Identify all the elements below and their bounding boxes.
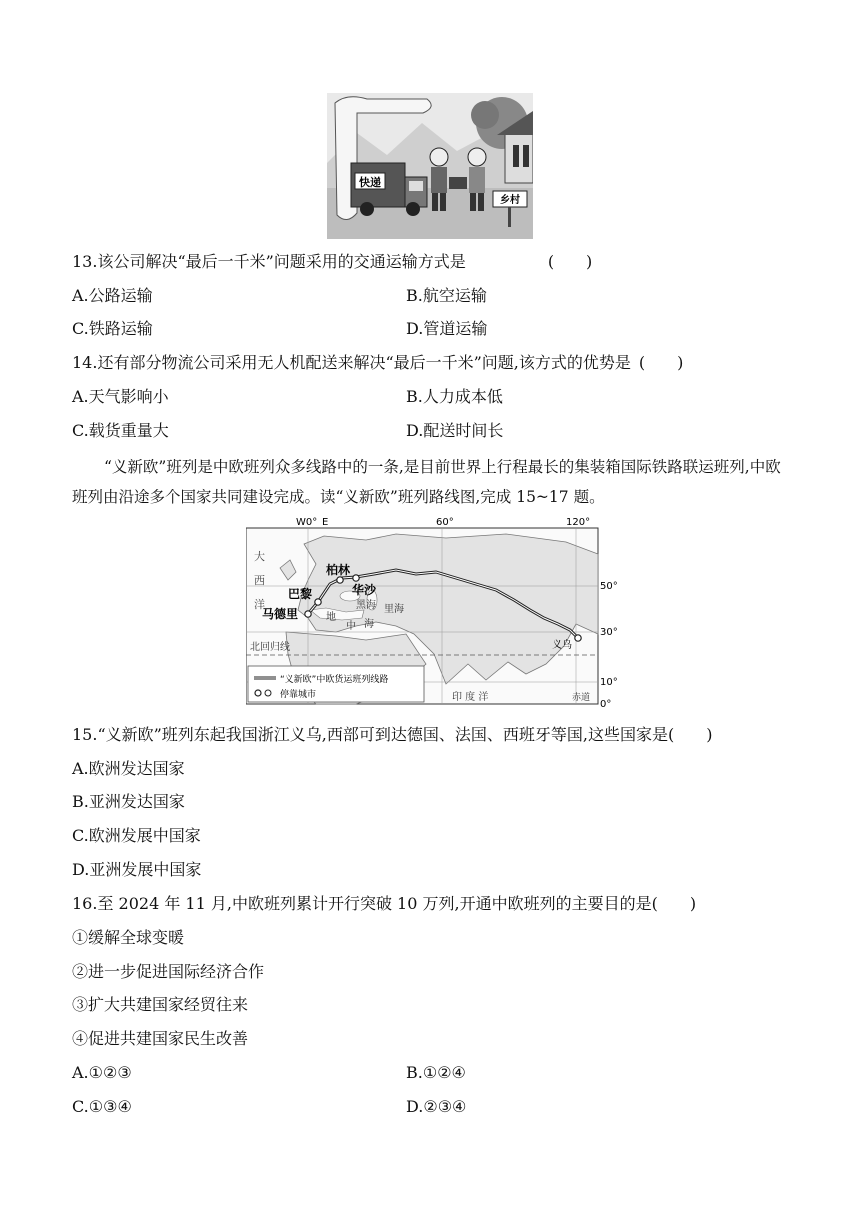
city-label-berlin: 柏林 [326,563,351,577]
caspian-sea-label: 里海 [384,604,404,615]
ocean-label-da: 大 [254,550,265,563]
legend-route-label: “义新欧”中欧货运班列线路 [280,675,389,685]
city-label-yiwu: 义乌 [552,640,572,651]
lon-label-e: E [322,517,329,528]
option-c[interactable]: C.欧洲发展中国家 [72,826,201,845]
city-label-madrid: 马德里 [262,607,299,621]
option-a[interactable]: A.天气影响小 [72,387,169,406]
option-d[interactable]: D.亚洲发展中国家 [72,860,202,879]
village-sign-label: 乡村 [500,195,520,206]
equator-label: 赤道 [572,693,591,703]
answer-blank: ( ) [651,894,697,913]
black-sea-label: 黑海 [356,600,376,611]
option-a[interactable]: A.欧洲发达国家 [72,759,185,778]
option-c[interactable]: C.载货重量大 [72,421,169,440]
option-c[interactable]: C.①③④ [72,1097,132,1116]
option-d[interactable]: D.管道运输 [406,319,488,338]
statement-4: ④促进共建国家民生改善 [72,1029,249,1048]
option-a[interactable]: A.①②③ [72,1063,132,1082]
passage-text: “义新欧”班列是中欧班列众多线路中的一条,是目前世界上行程最长的集装箱国际铁路联运班列,中欧班列由沿途多个国家共同建设完成。读“义新欧”班列路线图,完成 15~17 题。 [72,458,781,506]
yixinou-route-map [246,514,622,708]
option-b[interactable]: B.人力成本低 [406,387,503,406]
city-label-paris: 巴黎 [288,587,313,601]
question-16-stem [72,893,696,915]
question-16-text: 16.至 2024 年 11 月,中欧班列累计开行突破 10 万列,开通中欧班列的主要目的是 [72,894,652,913]
indian-ocean-label: 印 度 洋 [452,692,489,703]
lon-label-60: 60° [436,517,454,528]
city-label-warsaw: 华沙 [352,583,377,597]
tropic-label: 北回归线 [250,642,290,653]
lat-label-50: 50° [600,581,618,592]
lat-label-10: 10° [600,677,618,688]
legend-stop-label: 停靠城市 [280,690,317,700]
statement-1: ①缓解全球变暖 [72,928,185,947]
lat-label-0: 0° [600,699,612,708]
answer-blank: ( ) [547,252,593,271]
answer-blank: ( ) [667,725,713,744]
lon-label-w0: W0° [296,517,318,528]
reading-passage [72,452,788,512]
ocean-label-yang: 洋 [254,598,265,611]
question-14-text: 14.还有部分物流公司采用无人机配送来解决“最后一千米”问题,该方式的优势是 [72,353,631,372]
statement-3: ③扩大共建国家经贸往来 [72,995,249,1014]
statement-2: ②进一步促进国际经济合作 [72,962,265,981]
sea-label-zhong: 中 [346,621,356,632]
delivery-cartoon [327,93,533,239]
answer-blank: ( ) [638,353,684,372]
truck-label: 快递 [359,176,381,189]
option-c[interactable]: C.铁路运输 [72,319,153,338]
option-b[interactable]: B.亚洲发达国家 [72,792,185,811]
question-15-text: 15.“义新欧”班列东起我国浙江义乌,西部可到达德国、法国、西班牙等国,这些国家是 [72,725,668,744]
question-14-stem [72,352,683,374]
question-13-stem [72,251,592,273]
sea-label-di: 地 [326,612,336,623]
option-b[interactable]: B.①②④ [406,1063,466,1082]
option-a[interactable]: A.公路运输 [72,286,153,305]
ocean-label-xi: 西 [254,574,265,587]
question-13-text: 13.该公司解决“最后一千米”问题采用的交通运输方式是 [72,252,466,271]
option-d[interactable]: D.②③④ [406,1097,467,1116]
sea-label-hai: 海 [364,619,374,630]
lon-label-120: 120° [566,517,591,528]
lat-label-30: 30° [600,627,618,638]
question-15-stem [72,724,712,746]
option-b[interactable]: B.航空运输 [406,286,487,305]
option-d[interactable]: D.配送时间长 [406,421,504,440]
